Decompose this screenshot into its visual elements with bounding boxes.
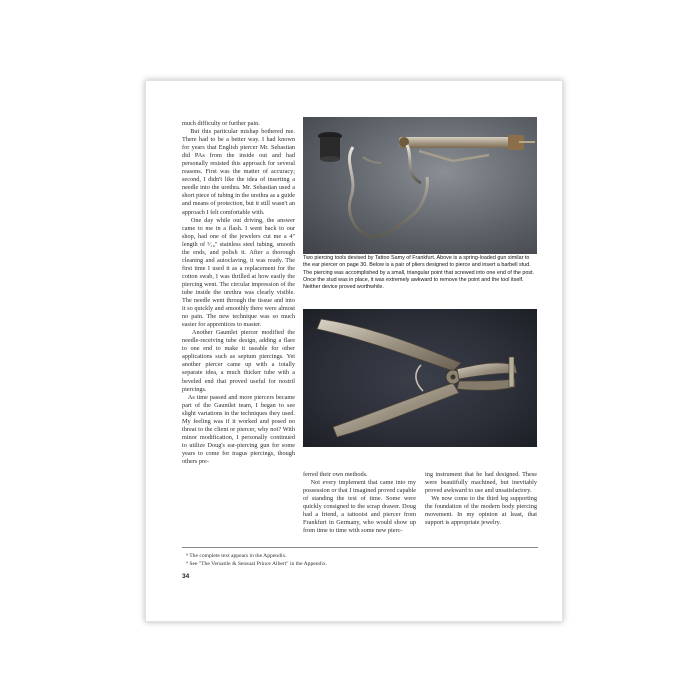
footnote-9: ⁹ See "The Versatile & Sensual Prince Albert" in the Appendix.	[186, 561, 328, 567]
spring-gun-illustration	[303, 117, 537, 254]
photo-spring-loaded-gun-and-pliers	[303, 117, 537, 254]
body-column-1: much difficulty or further pain. But this particular mishap bothered me. There had to be a better way. I had known for years that English piercer Mr. Sebastian did PAs from the inside out and had personally resisted this approach for several reasons. First was the matter of accuracy; second, I didn't like the idea of inserting a needle into the urethra. Mr. Sebastian used a short piece of tubing in the urethra as a guide and means of protection, but it still wasn't an approach I felt comfortable with. One day while out driving, the answer came to me in a flash. I went back to our shop, had one of the jewelers cut me a 4" length of ⁵⁄₁₆" stainless steel tubing, smooth the ends, and polish it. After a thorough cleaning and autoclaving, it was ready. The first time I used it as a replacement for the cotton swab, I was thrilled at how easily the piercing went. The circular impression of the tube inside the urethra was clearly visible. The needle went through the tissue and into it so quickly and smoothly there were almost no pain. The new technique was so much easier for apprentices to master. Another Gauntlet piercer modified the needle-receiving tube design, adding a flare to one end to make it useable for other applications such as septum piercings. Yet another piercer came up with a totally separate idea, a much thicker tube with a beveled end that proved useful for nostril piercings. As time passed and more piercers became part of the Gauntlet team, I began to see slight variations in the techniques they used. My feeling was if it worked and posed no threat to the client or piercer, why not? With minor modification, I personally continued to utilize Doug's ear-piercing gun for some years to come for tragus piercings, though others pre-	[182, 120, 296, 465]
body-column-3: ing instrument that he had designed. These were beautifully machined, but inevitably proved awkward to use and unsatisfactory. We now come to the third leg supporting the foundation of the modern body piercing movement. In my opinion at least, that support is appropriate jewelry.	[425, 471, 538, 527]
photo-caption: Two piercing tools devised by Tattoo Samy of Frankfurt. Above is a spring-loaded gun similar to the ear piercer on page 30. Below is a pair of pliers designed to pierce and insert a barbell stud. The piercing was accomplished by a small, triangular point that screwed into one end of the post. Once the stud was in place, it was extremely awkward to remove the point and the tool itself. Neither device proved worthwhile.	[303, 255, 535, 291]
photo-piercing-pliers	[303, 309, 537, 447]
footnote-8: ⁸ The complete text appears in the Appendix.	[186, 553, 287, 559]
page-number: 34	[182, 573, 190, 580]
footnote-divider	[182, 547, 538, 548]
book-page	[145, 80, 563, 622]
body-column-2: ferred their own methods. Not every implement that came into my possession or that I imagined proved capable of standing the test of time. Some were quickly consigned to the scrap drawer. Doug had a friend, a tattooist and piercer from Frankfurt in Germany, who would show up from time to time with some new pierc-	[303, 471, 417, 535]
pliers-illustration	[303, 309, 537, 447]
